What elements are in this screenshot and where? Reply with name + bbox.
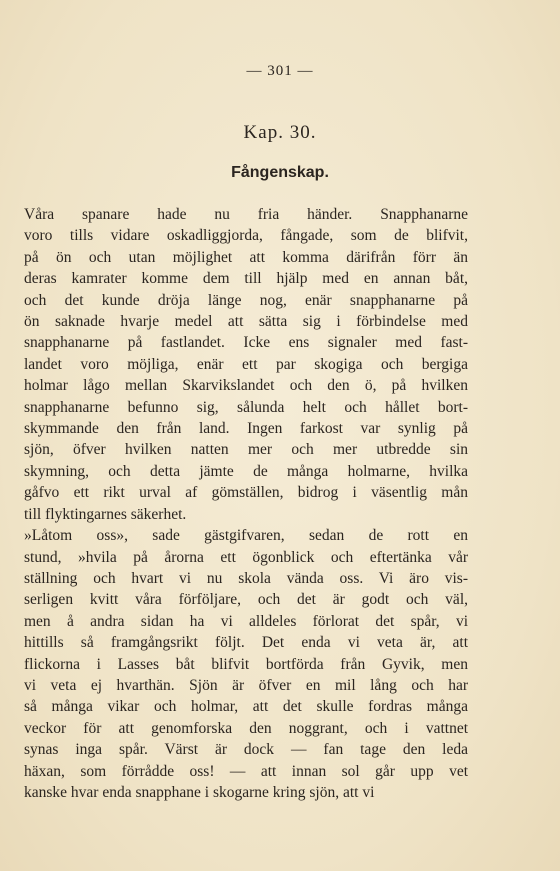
text-line: till flyktingarnes säkerhet.: [24, 505, 187, 523]
text-line: synas inga spår. Värst är dock — fan tage den leda: [24, 741, 468, 759]
text-line: skymmande den från land. Ingen farkost var synlig på: [24, 420, 468, 438]
text-line: hittills så framgångsrikt följt. Det enda vi veta är, att: [24, 634, 468, 652]
text-line: sjön, öfver hvilken natten mer och mer utbredde sin: [24, 441, 468, 459]
text-line: landet voro möjliga, enär ett par skogiga och bergiga: [24, 355, 468, 373]
text-line: och det kunde dröja länge nog, enär snapphanarne på: [24, 291, 468, 309]
text-line: stund, »hvila på årorna ett ögonblick och eftertänka vår: [24, 548, 468, 566]
chapter-title: Fångenskap.: [231, 164, 329, 181]
text-line: men å andra sidan ha vi alldeles förlorat det spår, vi: [24, 612, 468, 630]
body-text: [24, 204, 468, 803]
text-line: snapphanarne på fastlandet. Icke ens signaler med fast-: [24, 334, 468, 352]
text-line: vi veta ej hvarthän. Sjön är öfver en mil lång och har: [24, 676, 468, 694]
text-line: ställning och hvart vi nu skola vända oss. Vi äro vis-: [24, 569, 468, 587]
text-line: flickorna i Lasses båt blifvit bortförda från Gyvik, men: [24, 655, 468, 673]
text-line: ön saknade hvarje medel att sätta sig i förbindelse med: [24, 313, 468, 331]
text-line: deras kamrater komme dem till hjälp med en annan båt,: [24, 270, 468, 288]
text-line: »Låtom oss», sade gästgifvaren, sedan de rott en: [24, 527, 468, 545]
text-line: häxan, som förrådde oss! — att innan sol går upp vet: [24, 762, 468, 780]
text-line: på ön och utan möjlighet att komma därifrån förr än: [24, 248, 468, 266]
text-line: serligen kvitt våra förföljare, och det är godt och väl,: [24, 591, 468, 609]
text-line: kanske hvar enda snapphane i skogarne kring sjön, att vi: [24, 783, 375, 801]
chapter-heading: Kap. 30.: [243, 122, 317, 143]
text-line: veckor för att genomforska den noggrant, och i vattnet: [24, 719, 468, 737]
text-line: skymning, och detta jämte de många holmarne, hvilka: [24, 462, 468, 480]
text-line: så många vikar och holmar, att det skulle fordras många: [24, 698, 468, 716]
text-line: voro tills vidare oskadliggjorda, fångade, som de blifvit,: [24, 227, 468, 245]
text-line: Våra spanare hade nu fria händer. Snapphanarne: [24, 206, 468, 223]
text-line: gåfvo ett rikt urval af gömställen, bidrog i väsentlig mån: [24, 484, 468, 502]
page-number: — 301 —: [246, 63, 314, 79]
text-line: holmar lågo mellan Skarvikslandet och den ö, på hvilken: [24, 377, 468, 395]
text-line: snapphanarne befunno sig, sålunda helt och hållet bort-: [24, 398, 468, 416]
